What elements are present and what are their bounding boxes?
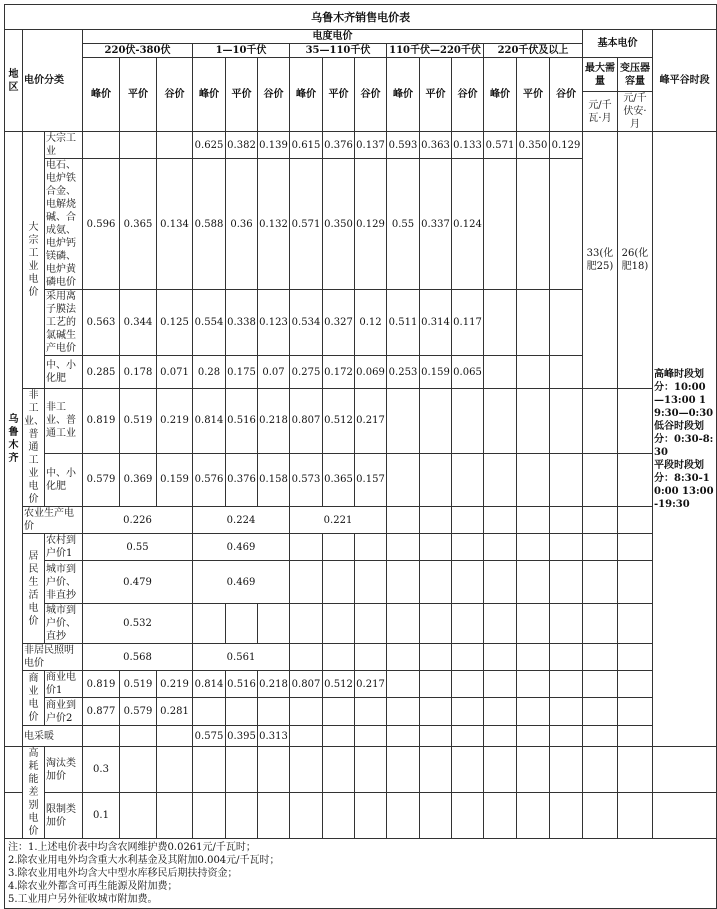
header-max-demand: 最大需量 [583, 58, 618, 92]
price-cell: 0.159 [420, 356, 452, 389]
transformer-unit: 元/千伏安·月 [618, 92, 653, 132]
price-cell: 0.579 [83, 453, 120, 506]
row-label: 城市到户价、直抄 [45, 604, 83, 644]
price-cell: 0.275 [290, 356, 323, 389]
price-cell: 0.625 [193, 132, 226, 159]
price-cell: 0.568 [83, 644, 193, 671]
group-non-industry: 非工业、普通工业电价 [24, 390, 44, 505]
price-cell: 0.36 [226, 159, 258, 290]
price-cell: 0.579 [120, 698, 157, 726]
basic-max-demand: 33(化肥25) [583, 132, 618, 389]
price-cell: 0.807 [290, 389, 323, 454]
header-peak: 峰价 [484, 58, 517, 132]
header-peak: 峰价 [290, 58, 323, 132]
price-cell: 0.157 [355, 453, 387, 506]
price-cell: 0.479 [83, 561, 193, 604]
max-demand-unit: 元/千瓦·月 [583, 92, 618, 132]
price-cell: 0.814 [193, 671, 226, 698]
price-cell: 0.511 [387, 290, 420, 356]
price-cell: 0.350 [323, 159, 355, 290]
price-cell: 0.224 [193, 507, 290, 534]
row-label: 采用离子膜法工艺的氯碱生产电价 [45, 290, 83, 356]
price-cell: 0.615 [290, 132, 323, 159]
price-cell: 0.134 [157, 159, 193, 290]
price-cell: 0.221 [290, 507, 387, 534]
row-label: 大宗工业 [45, 132, 83, 159]
price-cell: 0.516 [226, 389, 258, 454]
price-cell: 0.519 [120, 671, 157, 698]
price-cell: 0.28 [193, 356, 226, 389]
header-voltage: 35—110千伏 [290, 44, 387, 58]
price-cell: 0.571 [484, 132, 517, 159]
price-cell: 0.3 [83, 747, 120, 793]
group-high-energy: 高耗能差别电价 [23, 747, 45, 839]
price-cell: 0.226 [83, 507, 193, 534]
header-region: 地区 [5, 30, 23, 132]
price-cell: 0.178 [120, 356, 157, 389]
price-cell: 0.07 [258, 356, 290, 389]
note-line: 注：1.上述电价表中均含农网维护费0.0261元/千瓦时； [8, 842, 256, 853]
price-cell: 0.350 [517, 132, 550, 159]
price-cell: 0.532 [83, 604, 193, 644]
group-heating: 电采暖 [23, 726, 83, 747]
price-cell: 0.123 [258, 290, 290, 356]
price-cell: 0.512 [323, 671, 355, 698]
region-name: 乌鲁木齐 [5, 132, 23, 747]
price-cell: 0.175 [226, 356, 258, 389]
price-cell: 0.219 [157, 389, 193, 454]
price-cell: 0.395 [226, 726, 258, 747]
header-voltage: 220伏-380伏 [83, 44, 193, 58]
header-flat: 平价 [323, 58, 355, 132]
price-cell: 0.469 [193, 561, 290, 604]
price-cell: 0.512 [323, 389, 355, 454]
row-label: 中、小化肥 [45, 356, 83, 389]
price-cell: 0.819 [83, 389, 120, 454]
price-cell: 0.877 [83, 698, 120, 726]
row-label: 城市到户价、非直抄 [45, 561, 83, 604]
group-large-industry: 大宗工业电价 [23, 132, 45, 389]
price-cell: 0.337 [420, 159, 452, 290]
notes [5, 839, 717, 909]
price-cell: 0.365 [120, 159, 157, 290]
price-cell: 0.554 [193, 290, 226, 356]
row-label: 农村到户价1 [45, 534, 83, 561]
price-cell: 0.376 [226, 453, 258, 506]
price-cell: 0.55 [83, 534, 193, 561]
price-cell: 0.117 [452, 290, 484, 356]
row-label: 中、小化肥 [45, 453, 83, 506]
note-line: 5.工业用户另外征收城市附加费。 [8, 894, 158, 905]
price-cell: 0.563 [83, 290, 120, 356]
price-cell: 0.065 [452, 356, 484, 389]
header-basic-price: 基本电价 [583, 30, 653, 58]
header-valley: 谷价 [355, 58, 387, 132]
price-cell: 0.1 [83, 793, 120, 839]
price-cell: 0.519 [120, 389, 157, 454]
price-cell: 0.369 [120, 453, 157, 506]
price-cell: 0.596 [83, 159, 120, 290]
price-cell: 0.253 [387, 356, 420, 389]
price-cell: 0.571 [290, 159, 323, 290]
header-kwh-price: 电度电价 [83, 30, 583, 44]
group-non-resident: 非居民照明电价 [23, 644, 83, 671]
price-cell: 0.069 [355, 356, 387, 389]
price-cell: 0.814 [193, 389, 226, 454]
price-cell: 0.575 [193, 726, 226, 747]
price-cell: 0.172 [323, 356, 355, 389]
price-cell: 0.382 [226, 132, 258, 159]
header-voltage: 220千伏及以上 [484, 44, 583, 58]
row-label: 非工业、普通工业 [45, 389, 83, 454]
group-resident: 居民生活电价 [23, 534, 45, 644]
header-peak: 峰价 [83, 58, 120, 132]
header-flat: 平价 [120, 58, 157, 132]
header-valley: 谷价 [258, 58, 290, 132]
price-cell: 0.516 [226, 671, 258, 698]
price-cell: 0.313 [258, 726, 290, 747]
price-cell: 0.12 [355, 290, 387, 356]
header-peak: 峰价 [193, 58, 226, 132]
price-cell: 0.217 [355, 389, 387, 454]
price-cell: 0.133 [452, 132, 484, 159]
price-table [4, 4, 717, 909]
price-cell: 0.285 [83, 356, 120, 389]
price-cell: 0.365 [323, 453, 355, 506]
header-transformer: 变压器容量 [618, 58, 653, 92]
header-flat: 平价 [420, 58, 452, 132]
price-cell: 0.159 [157, 453, 193, 506]
price-cell: 0.314 [420, 290, 452, 356]
price-cell: 0.588 [193, 159, 226, 290]
row-label: 商业到户价2 [45, 698, 83, 726]
header-valley: 谷价 [452, 58, 484, 132]
price-cell: 0.363 [420, 132, 452, 159]
header-category: 电价分类 [23, 30, 83, 132]
row-label: 商业电价1 [45, 671, 83, 698]
header-peak: 峰价 [387, 58, 420, 132]
price-cell: 0.593 [387, 132, 420, 159]
price-cell: 0.129 [550, 132, 583, 159]
header-flat: 平价 [517, 58, 550, 132]
price-cell: 0.561 [193, 644, 290, 671]
row-label: 电石、电炉铁合金、电解烧碱、合成氨、电炉钙镁磷、电炉黄磷电价 [45, 159, 83, 290]
price-cell: 0.573 [290, 453, 323, 506]
price-cell: 0.819 [83, 671, 120, 698]
price-cell: 0.125 [157, 290, 193, 356]
table-title: 乌鲁木齐销售电价表 [5, 5, 717, 30]
price-cell: 0.139 [258, 132, 290, 159]
header-voltage: 1—10千伏 [193, 44, 290, 58]
price-cell: 0.218 [258, 389, 290, 454]
price-cell: 0.55 [387, 159, 420, 290]
header-voltage: 110千伏—220千伏 [387, 44, 484, 58]
price-cell: 0.137 [355, 132, 387, 159]
price-cell: 0.576 [193, 453, 226, 506]
header-valley: 谷价 [550, 58, 583, 132]
price-cell: 0.124 [452, 159, 484, 290]
price-cell: 0.281 [157, 698, 193, 726]
price-cell: 0.469 [193, 534, 290, 561]
price-cell: 0.129 [355, 159, 387, 290]
price-cell: 0.132 [258, 159, 290, 290]
price-cell: 0.534 [290, 290, 323, 356]
price-cell: 0.219 [157, 671, 193, 698]
peak-period: 高峰时段划分：10:00—13:00 19:30—0:30 [654, 368, 714, 419]
price-cell: 0.344 [120, 290, 157, 356]
valley-period: 低谷时段划分：0:30-8:30 [654, 420, 714, 458]
header-flat: 平价 [226, 58, 258, 132]
time-periods [653, 132, 717, 747]
price-cell: 0.158 [258, 453, 290, 506]
group-agri: 农业生产电价 [23, 507, 83, 534]
price-cell: 0.217 [355, 671, 387, 698]
price-cell: 0.218 [258, 671, 290, 698]
basic-transformer: 26(化肥18) [618, 132, 653, 389]
header-peak-valley: 峰平谷时段 [653, 30, 717, 132]
note-line: 2.除农业用电外均含重大水利基金及其附加0.004元/千瓦时； [8, 855, 280, 866]
header-valley: 谷价 [157, 58, 193, 132]
price-table-container [4, 4, 714, 909]
price-cell: 0.338 [226, 290, 258, 356]
row-label: 限制类加价 [45, 793, 83, 839]
price-cell: 0.376 [323, 132, 355, 159]
price-cell: 0.807 [290, 671, 323, 698]
row-label: 淘汰类加价 [45, 747, 83, 793]
note-line: 3.除农业用电外均含大中型水库移民后期扶持资金； [8, 868, 238, 879]
price-cell: 0.327 [323, 290, 355, 356]
flat-period: 平段时段划分：8:30-10:00 13:00-19:30 [654, 459, 714, 510]
group-commercial: 商业电价 [23, 671, 45, 726]
price-cell: 0.071 [157, 356, 193, 389]
note-line: 4.除农业外都含可再生能源及附加费； [8, 881, 178, 892]
